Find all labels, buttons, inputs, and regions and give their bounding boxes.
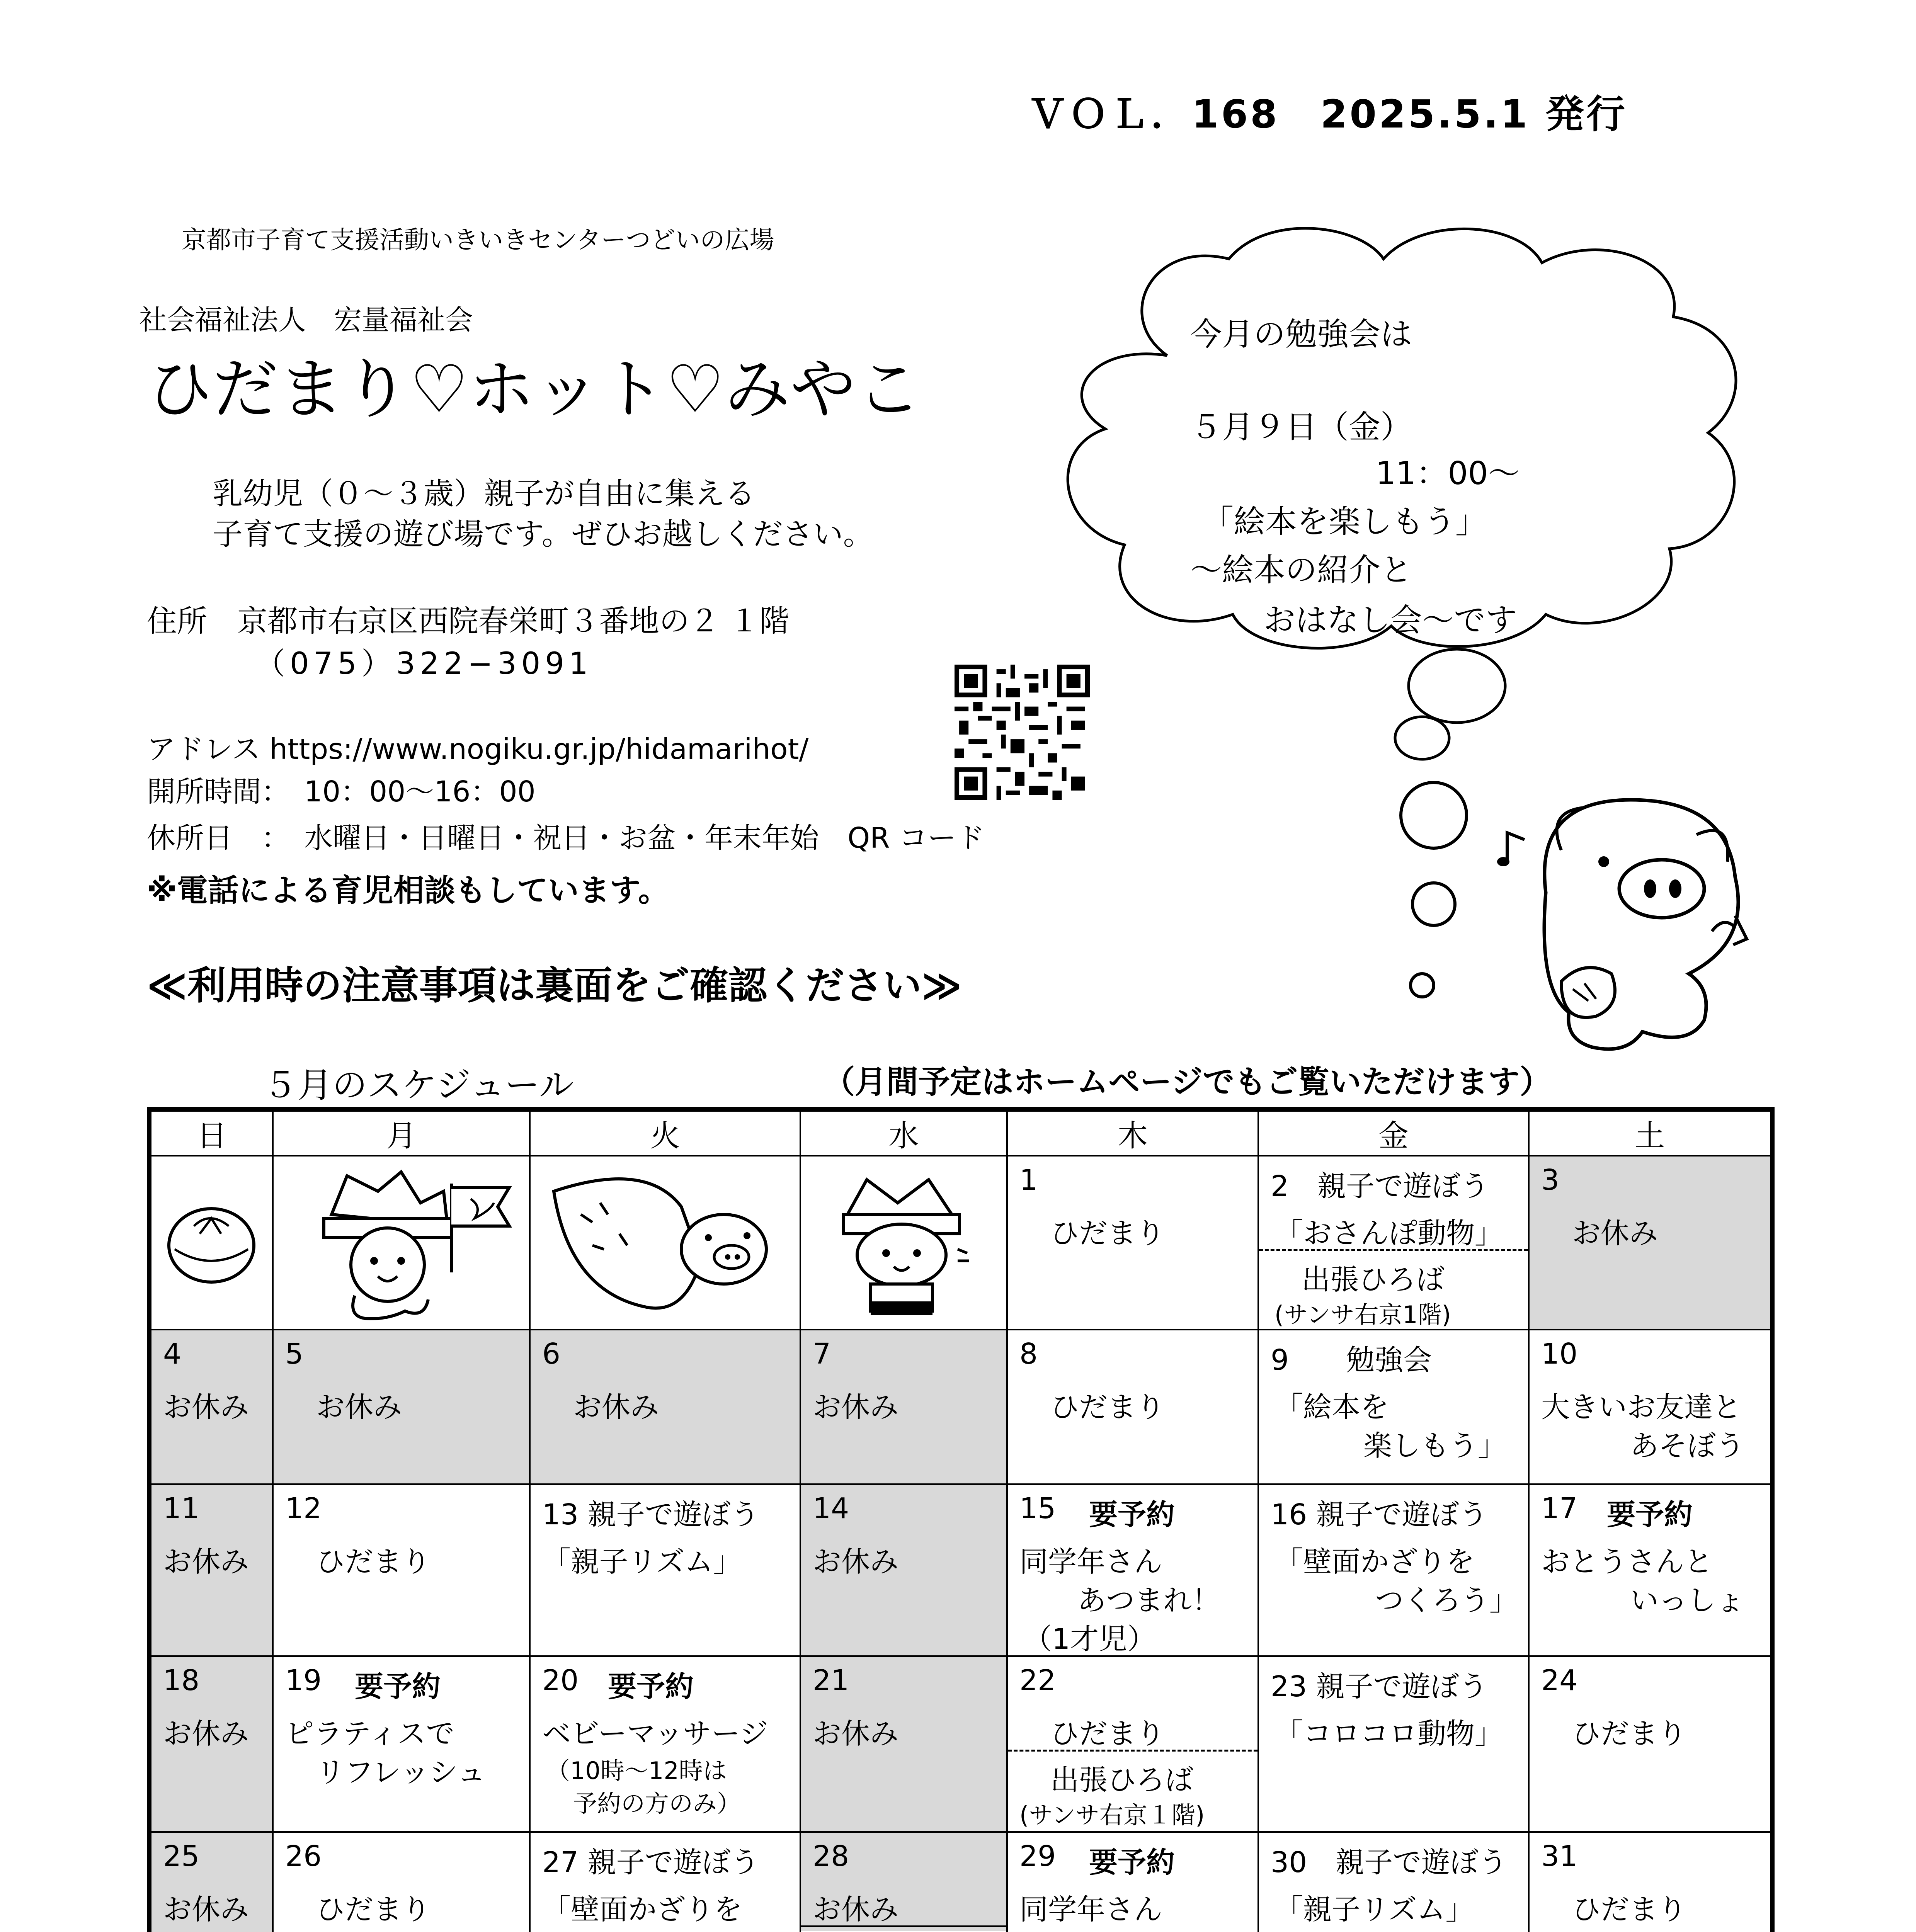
weekday-fri: 金 [1258, 1109, 1529, 1156]
calendar-cell-may-21 [800, 1656, 1007, 1832]
may-calendar [147, 1107, 1775, 1932]
schedule-title: ５月のスケジュール [263, 1065, 574, 1105]
event-line: （10時〜12時は [546, 1757, 727, 1785]
cloud-line-3: 11：00〜 [1376, 455, 1520, 492]
event-line: 「コロコロ動物」 [1274, 1717, 1503, 1750]
calendar-cell-empty [530, 1156, 800, 1330]
event-line: お休み [1572, 1217, 1658, 1250]
event-line: お休み [813, 1717, 898, 1750]
opening-hours: 開所時間： 10：00〜16：00 [147, 775, 536, 808]
cloud-line-2: ５月９日（金） [1190, 409, 1412, 446]
calendar-cell-may-1 [1007, 1156, 1258, 1330]
event-line: 「絵本を [1274, 1391, 1389, 1424]
calendar-cell-may-25 [149, 1832, 273, 1932]
calendar-cell-empty [273, 1156, 530, 1330]
day-event-title: 2 親子で遊ぼう [1271, 1170, 1489, 1203]
calendar-cell-may-17 [1529, 1484, 1772, 1656]
divider [801, 1925, 1006, 1927]
event-line: あつまれ！ [1077, 1584, 1220, 1617]
cloud-line-6: おはなし会〜です [1264, 602, 1518, 639]
calendar-cell-may-23 [1258, 1656, 1529, 1832]
study-session-cloud [1051, 216, 1805, 773]
boy-kabuto-illustration [824, 1168, 987, 1323]
day-number: 25 [163, 1840, 200, 1873]
day-number: 10 [1541, 1337, 1578, 1371]
dashed-divider [1008, 1750, 1257, 1752]
phone-consult-note: ※電話による育児相談もしています。 [147, 872, 669, 908]
event-line: お休み [573, 1391, 659, 1424]
intro-line-1: 乳幼児（０〜３歳）親子が自由に集える [213, 476, 756, 511]
calendar-cell-may-9 [1258, 1330, 1529, 1484]
volume-date: ＶＯＬ．168 2025.5.1 発行 [1028, 92, 1628, 137]
event-line: 「親子リズム」 [542, 1545, 742, 1578]
day-number: 6 [542, 1337, 561, 1371]
day-number: 24 [1541, 1664, 1578, 1697]
corporation-name: 社会福祉法人 宏量福祉会 [139, 304, 473, 336]
calendar-cell-may-20 [530, 1656, 800, 1832]
website-url[interactable]: アドレス https://www.nogiku.gr.jp/hidamarihot/ [147, 733, 809, 766]
calendar-cell-empty [149, 1156, 273, 1330]
day-event-title: 13 親子で遊ぼう [542, 1498, 759, 1531]
event-line: 同学年さん [1019, 1545, 1162, 1578]
day-event-title: 9 勉強会 [1271, 1344, 1432, 1377]
day-event-title: 23 親子で遊ぼう [1271, 1670, 1488, 1703]
center-name: 京都市子育て支援活動いきいきセンターつどいの広場 [182, 226, 774, 255]
weekday-wed: 水 [800, 1109, 1007, 1156]
weekday-mon: 月 [273, 1109, 530, 1156]
event-line: お休み [163, 1391, 249, 1424]
day-number: 31 [1541, 1840, 1578, 1873]
dashed-divider [1259, 1249, 1528, 1251]
weekday-sat: 土 [1529, 1109, 1772, 1156]
event-line: （1才児） [1023, 1622, 1156, 1656]
event-line: 出張ひろば [1050, 1764, 1193, 1797]
calendar-cell-may-10 [1529, 1330, 1772, 1484]
carp-pig-illustration [546, 1168, 790, 1323]
day-number: 1 [1019, 1163, 1038, 1197]
cloud-line-1: 今月の勉強会は [1190, 316, 1412, 353]
calendar-cell-may-5 [273, 1330, 530, 1484]
day-number: 19 [285, 1664, 322, 1697]
day-event-title: 16 親子で遊ぼう [1271, 1498, 1488, 1531]
calendar-cell-may-13 [530, 1484, 800, 1656]
day-event-title: 27 親子で遊ぼう [542, 1846, 759, 1879]
calendar-cell-may-3 [1529, 1156, 1772, 1330]
event-line: 「親子リズム」 [1274, 1893, 1474, 1926]
calendar-cell-may-12 [273, 1484, 530, 1656]
event-line [1077, 1925, 1220, 1932]
event-line: ひだまり [316, 1893, 431, 1926]
event-line: (サンサ右京1階) [1274, 1301, 1451, 1329]
day-number: 28 [813, 1840, 849, 1873]
event-line: お休み [813, 1391, 898, 1424]
calendar-cell-may-22 [1007, 1656, 1258, 1832]
event-line [639, 1925, 782, 1932]
closed-days: 休所日 ： 水曜日・日曜日・祝日・お盆・年末年始 QR コード [147, 821, 985, 855]
day-number: 15 [1019, 1492, 1056, 1525]
day-number: 14 [813, 1492, 849, 1525]
event-line: あそぼう [1630, 1429, 1744, 1463]
day-number: 5 [285, 1337, 304, 1371]
calendar-cell-may-19 [273, 1656, 530, 1832]
event-line: ひだまり [1050, 1717, 1165, 1750]
day-number: 29 [1019, 1840, 1056, 1873]
event-line: 出張ひろば [1302, 1263, 1445, 1296]
event-line: お休み [163, 1717, 249, 1750]
calendar-cell-may-27 [530, 1832, 800, 1932]
event-line: 「おさんぽ動物」 [1274, 1217, 1503, 1250]
day-number: 12 [285, 1492, 322, 1525]
event-line: お休み [813, 1893, 898, 1926]
reservation-required: 要予約 [1089, 1846, 1175, 1879]
address: 住所 京都市右京区西院春栄町３番地の２ １階 [147, 604, 790, 639]
event-line: 「壁面かざりを [1274, 1545, 1475, 1578]
phone-number: （075）322−3091 [255, 646, 593, 681]
calendar-cell-empty [800, 1156, 1007, 1330]
cloud-line-4: 「絵本を楽しもう」 [1202, 503, 1487, 540]
event-line: いっしょ [1630, 1584, 1744, 1617]
usage-notice: ≪利用時の注意事項は裏面をご確認ください≫ [147, 963, 962, 1008]
calendar-cell-may-15 [1007, 1484, 1258, 1656]
day-number: 8 [1019, 1337, 1038, 1371]
event-line: 楽しもう」 [1363, 1429, 1506, 1463]
calendar-cell-may-11 [149, 1484, 273, 1656]
calendar-cell-may-8 [1007, 1330, 1258, 1484]
event-line: 大きいお友達と [1541, 1391, 1741, 1424]
day-number: 17 [1541, 1492, 1578, 1525]
event-line: リフレッシュ [316, 1756, 486, 1789]
calendar-cell-may-4 [149, 1330, 273, 1484]
calendar-cell-may-16 [1258, 1484, 1529, 1656]
event-line: ひだまり [1050, 1391, 1165, 1424]
event-line: お休み [163, 1545, 249, 1578]
calendar-cell-may-6 [530, 1330, 800, 1484]
calendar-cell-may-2 [1258, 1156, 1529, 1330]
calendar-cell-may-24 [1529, 1656, 1772, 1832]
child-kabuto-flag-illustration [289, 1164, 521, 1323]
weekday-tue: 火 [530, 1109, 800, 1156]
event-line: お休み [813, 1545, 898, 1578]
reservation-required: 要予約 [1607, 1498, 1693, 1531]
event-line: 「壁面かざりを [542, 1893, 742, 1926]
calendar-cell-may-7 [800, 1330, 1007, 1484]
event-line: (サンサ右京１階) [1019, 1801, 1205, 1829]
calendar-cell-may-14 [800, 1484, 1007, 1656]
calendar-cell-may-31 [1529, 1832, 1772, 1932]
pig-mascot-illustration [1380, 773, 1766, 1051]
reservation-required: 要予約 [1089, 1498, 1175, 1531]
day-event-title: 30 親子で遊ぼう [1271, 1846, 1508, 1879]
event-line: つくろう」 [1375, 1584, 1518, 1617]
calendar-cell-may-26 [273, 1832, 530, 1932]
day-number: 20 [542, 1664, 579, 1697]
event-line: ひだまり [1572, 1893, 1686, 1926]
event-line: ひだまり [1572, 1717, 1686, 1750]
day-number: 3 [1541, 1163, 1560, 1197]
day-number: 26 [285, 1840, 322, 1873]
newsletter-title: ひだまり♡ホット♡みやこ [147, 351, 922, 428]
reservation-required: 要予約 [355, 1670, 441, 1703]
cloud-line-5: 〜絵本の紹介と [1190, 552, 1412, 588]
bun-illustration [163, 1191, 260, 1288]
day-number: 18 [163, 1664, 200, 1697]
day-number: 22 [1019, 1664, 1056, 1697]
calendar-cell-may-18 [149, 1656, 273, 1832]
calendar-cell-may-30 [1258, 1832, 1529, 1932]
day-number: 7 [813, 1337, 831, 1371]
day-number: 4 [163, 1337, 182, 1371]
event-line: ピラティスで [285, 1717, 455, 1750]
day-number: 21 [813, 1664, 849, 1697]
intro-line-2: 子育て支援の遊び場です。ぜひお越しください。 [213, 517, 873, 552]
weekday-sun: 日 [149, 1109, 273, 1156]
schedule-homepage-note: （月間予定はホームページでもご覧いただけます） [823, 1064, 1552, 1100]
reservation-required: 要予約 [608, 1670, 694, 1703]
event-line: 予約の方のみ） [573, 1789, 741, 1818]
event-line: お休み [163, 1893, 249, 1926]
calendar-cell-may-29 [1007, 1832, 1258, 1932]
event-line: ひだまり [1050, 1217, 1165, 1250]
calendar-cell-may-28 [800, 1832, 1007, 1932]
event-line: おとうさんと [1541, 1545, 1713, 1578]
day-number: 11 [163, 1492, 200, 1525]
event-line: ひだまり [316, 1545, 431, 1578]
weekday-thu: 木 [1007, 1109, 1258, 1156]
event-line: ベビーマッサージ [542, 1717, 768, 1750]
event-line: お休み [316, 1391, 402, 1424]
event-line: 同学年さん [1019, 1893, 1162, 1926]
